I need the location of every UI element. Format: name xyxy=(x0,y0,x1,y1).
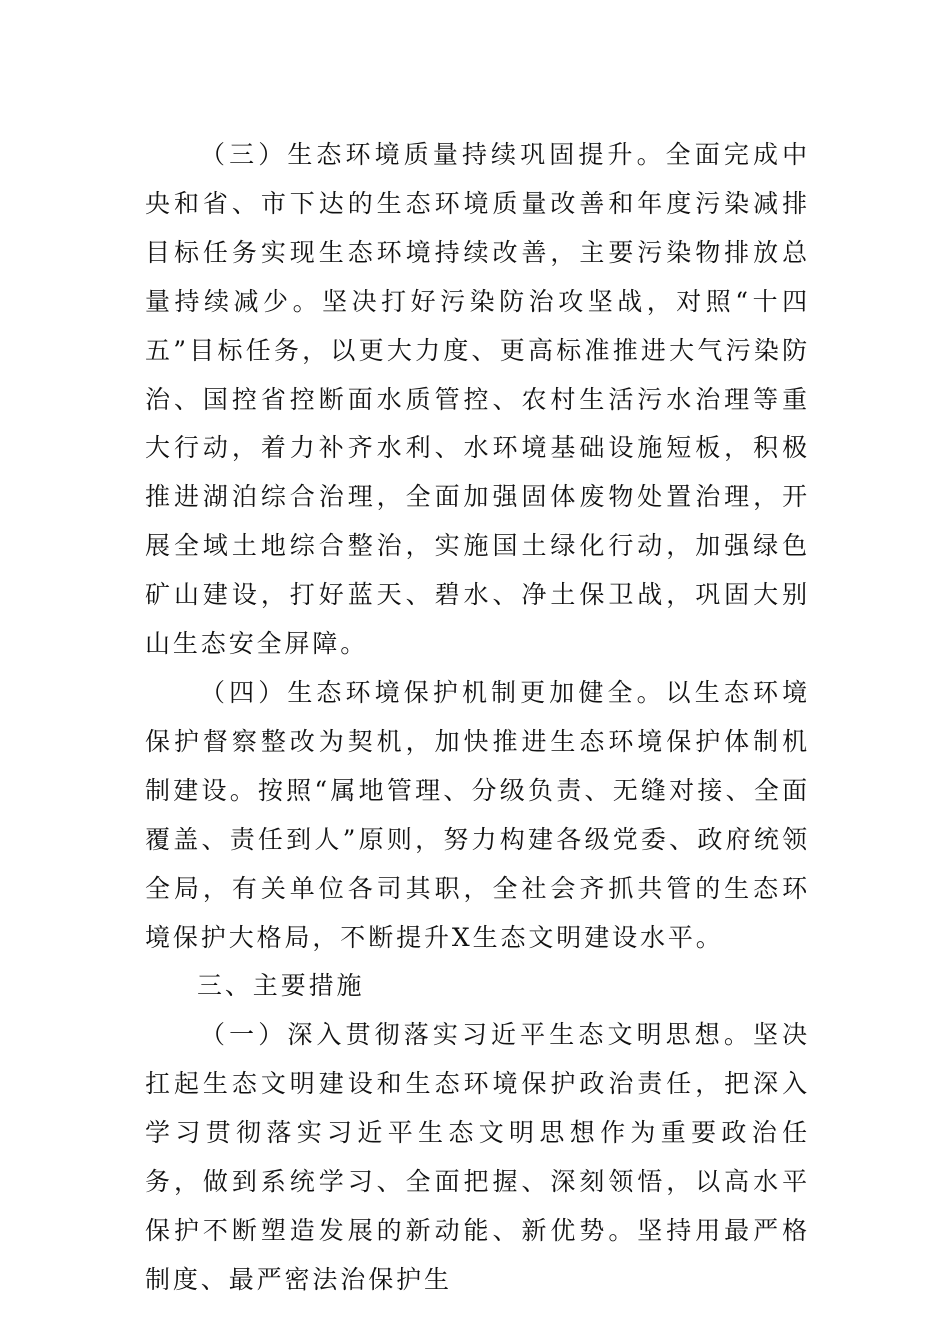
paragraph-implement-thought: （一）深入贯彻落实习近平生态文明思想。坚决扛起生态文明建设和生态环境保护政治责任，把深入学习贯彻落实习近平生态文明思想作为重要政治任务，做到系统学习、全面把握、深刻领悟，以高水平保护不断塑造发展的新动能、新优势。坚持用最严格制度、最严密法治保护生 xyxy=(145,1020,810,1294)
document-body xyxy=(145,131,810,1305)
paragraph-protection-mechanism: （四）生态环境保护机制更加健全。以生态环境保护督察整改为契机，加快推进生态环境保护体制机制建设。按照“属地管理、分级负责、无缝对接、全面覆盖、责任到人”原则，努力构建各级党委、政府统领全局，有关单位各司其职，全社会齐抓共管的生态环境保护大格局，不断提升X生态文明建设水平。 xyxy=(145,677,810,952)
section-heading-main-measures: 三、主要措施 xyxy=(197,971,365,1001)
paragraph-ecological-quality: （三）生态环境质量持续巩固提升。全面完成中央和省、市下达的生态环境质量改善和年度污染减排目标任务实现生态环境持续改善，主要污染物排放总量持续减少。坚决打好污染防治攻坚战，对照“十四五”目标任务，以更大力度、更高标准推进大气污染防治、国控省控断面水质管控、农村生活污水治理等重大行动，着力补齐水利、水环境基础设施短板，积极推进湖泊综合治理，全面加强固体废物处置治理，开展全域土地综合整治，实施国土绿化行动，加强绿色矿山建设，打好蓝天、碧水、净土保卫战，巩固大别山生态安全屏障。 xyxy=(145,140,810,659)
